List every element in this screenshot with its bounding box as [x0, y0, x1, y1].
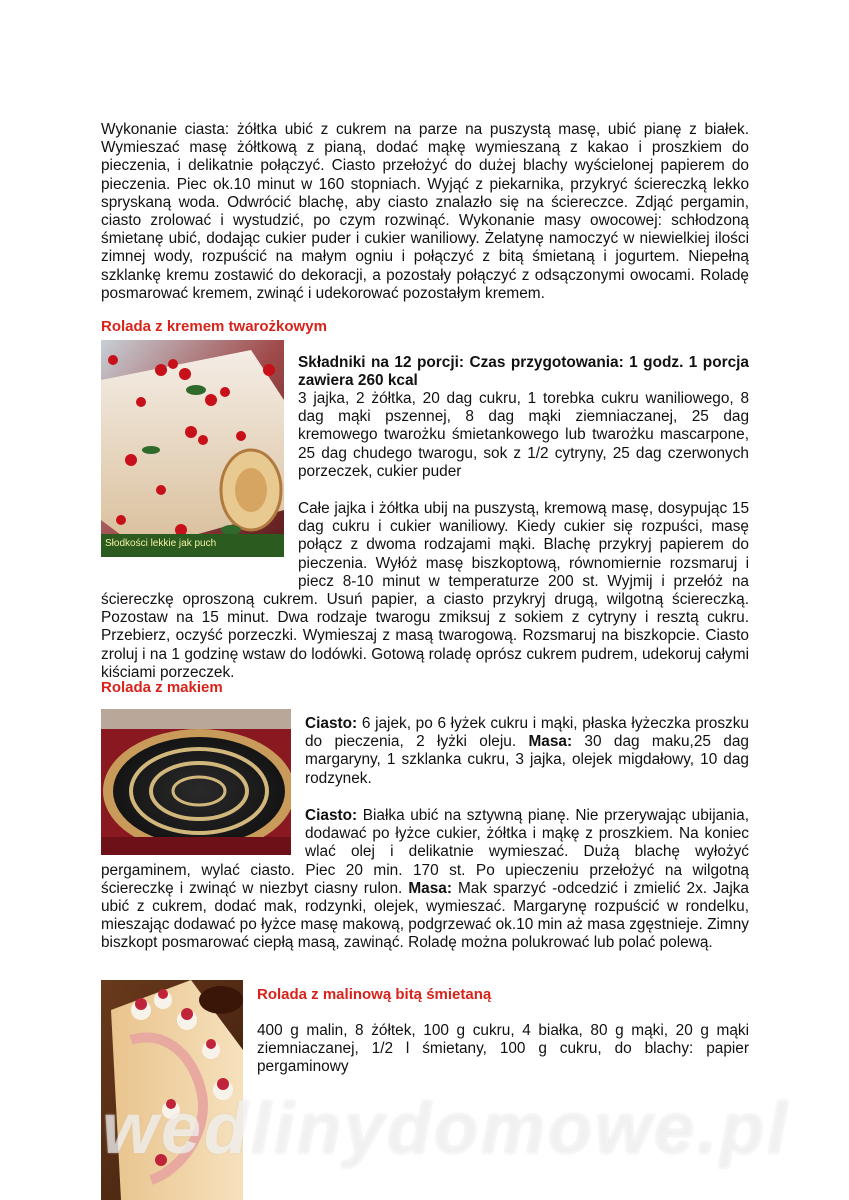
servings-heading: Składniki na 12 porcji: Czas przygotowania: 1 godz. 1 porcja zawiera 260 kcal — [298, 354, 749, 390]
watermark: wedlinydomowe.pl — [102, 1089, 791, 1169]
recipe-photo-malinowa — [101, 980, 243, 1200]
photo-caption: Słodkości lekkie jak puch — [105, 538, 217, 549]
recipe-title-makowiec: Rolada z makiem — [101, 679, 223, 696]
ingredients-makowiec: Ciasto: 6 jajek, po 6 łyżek cukru i mąki, płaska łyżeczka proszku do pieczenia, 2 łyżki oleju. Masa: 30 dag maku,25 dag margaryny, 1 szklanka cukru, 3 jajka, olejek migdałowy, 10 dag rodzynek. — [305, 715, 749, 787]
ingredients-twarozek: 3 jajka, 2 żółtka, 20 dag cukru, 1 torebka cukru waniliowego, 8 dag mąki pszennej, 8 dag mąki ziemniaczanej, 25 dag kremowego twarożku śmietankowego lub twarożku mascarpone, 25 dag chudego twarogu, sok z 1/2 cytryny, 25 dag czerwonych porzeczek, cukier puder — [298, 390, 749, 480]
method-label-ciasto: Ciasto: — [305, 807, 358, 824]
method-label-masa: Masa: — [408, 879, 452, 897]
method-makowiec-block: Ciasto: Białka ubić na sztywną pianę. Nie przerywając ubijania, dodawać po łyżce cukier, żółtka i mąkę z proszkiem. Na koniec wlać olej i delikatnie wymieszać. Dużą blachę wyłożyć pergaminem, wylać ciasto. Piec 20 min. 170 st. Po upieczeniu przełożyć na wilgotną ściereczkę i zwinąć w niezbyt ciasny rulon. Masa: Mak sparzyć -odcedzić i zmielić 2x. Jajka ubić z cukrem, dodać mak, rodzynki, olejek, wymieszać. Margarynę rozpuścić w rondelku, mieszając dodawać po łyżce masę makową, podgrzewać ok.10 min aż masa zgęstnieje. Zimny biszkopt posmarować ciepłą masą, zawinąć. Roladę można polukrować lub polać polewą. — [101, 807, 749, 952]
ingredients-label-masa: Masa: — [528, 733, 573, 751]
recipe-title-malinowa: Rolada z malinową bitą śmietaną — [257, 986, 492, 1003]
recipe-title-twarozek: Rolada z kremem twarożkowym — [101, 318, 327, 335]
intro-paragraph: Wykonanie ciasta: żółtka ubić z cukrem na parze na puszystą masę, ubić pianę z białek. Wymieszać masę żółtkową z pianą, dodać mąkę wymieszaną z kakao i proszkiem do pieczenia, i delikatnie połączyć. Ciasto przełożyć do dużej blachy wyścielonej papierem do pieczenia. Piec ok.10 minut w 160 stopniach. Wyjąć z piekarnika, przykryć ściereczką lekko spryskaną woda. Odwrócić blachę, aby ciasto znalazło się na ściereczce. Zdjąć pergamin, ciasto zrolować i wystudzić, po czym rozwinąć. Wykonanie masy owocowej: schłodzoną śmietanę ubić, dodając cukier puder i cukier waniliowy. Żelatynę namoczyć w niewielkiej ilości zimnej wody, rozpuścić na małym ogniu i połączyć z bitą śmietaną i jogurtem. Niepełną szklankę kremu zostawić do dekoracji, a pozostały połączyć z odsączonymi owocami. Roladę posmarować kremem, zwinąć i udekorować pozostałym kremem. — [101, 121, 749, 302]
method-twarozek-block — [101, 500, 749, 682]
ingredients-label-ciasto: Ciasto: — [305, 715, 358, 732]
method-twarozek: Całe jajka i żółtka ubij na puszystą, kremową masę, dosypując 15 dag cukru i cukier waniliowy. Kiedy cukier się rozpuści, masę połącz z dwoma rodzajami mąki. Blachę przykryj papierem do pieczenia. Wyłóż masę biszkoptową, równomiernie rozsmaruj i piecz 8-10 minut w temperaturze 200 st. Wyjmij i przełóż na ściereczkę oproszoną cukrem. Usuń papier, a ciasto przykryj drugą, wilgotną ściereczką. Pozostaw na 15 minut. Dwa rodzaje twarogu zmiksuj z sokiem z cytryny i resztą cukru. Przebierz, oczyść porzeczki. Wymieszaj z masą twarogową. Rozsmaruj na biszkopcie. Ciasto zroluj i na 1 godzinę wstaw do lodówki. Gotową roladę oprósz cukrem pudrem, udekoruj całymi kiściami porzeczek. — [101, 500, 749, 681]
ingredients-malinowa: 400 g malin, 8 żółtek, 100 g cukru, 4 białka, 80 g mąki, 20 g mąki ziemniaczanej, 1/2 l śmietany, 100 g cukru, do blachy: papier pergaminowy — [257, 1022, 749, 1076]
raspberry-roll-image — [101, 980, 243, 1200]
